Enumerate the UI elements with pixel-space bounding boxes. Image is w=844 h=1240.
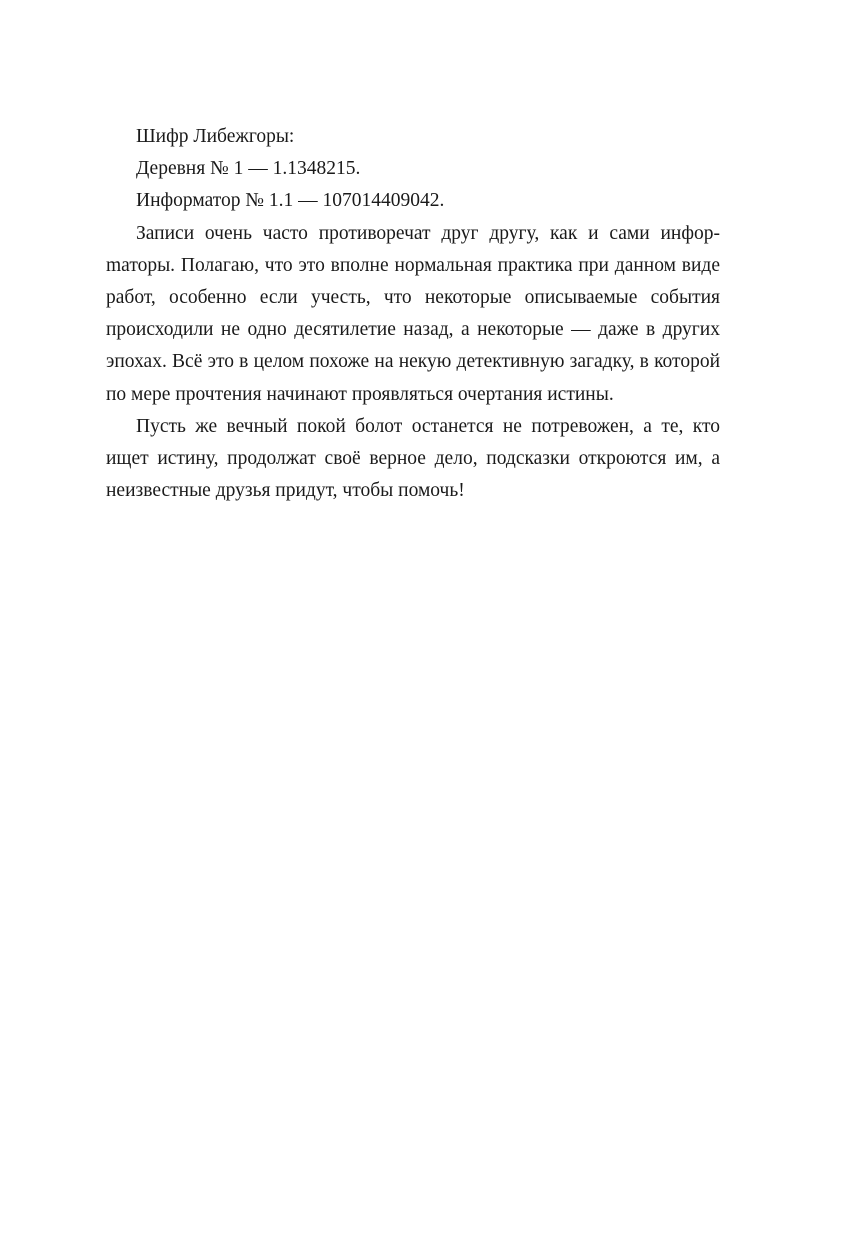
cipher-label: Шифр Либежгоры: <box>136 126 295 147</box>
paragraph-records: Записи очень часто противоречат друг другу, как и сами инфорmаторы. Полагаю, что это вполне нормальная практика при данном виде работ, особенно если учесть, что некоторые описываемые события происходили не одно десятилетие назад, а некоторые — даже в других эпохах. Всё это в целом похоже на некую детективную загадку, в которой по мере прочтения начинают проявляться очертания истины. <box>106 222 720 405</box>
village-code: Деревня № 1 — 1.1348215. <box>136 158 361 180</box>
body-text <box>106 121 720 507</box>
paragraph-closing: Пусть же вечный покой болот останется не потревожен, а те, кто ищет истину, продолжат своё верное дело, подсказки откроются им, а неизвестные друзья придут, чтобы помочь! <box>106 415 720 502</box>
informant-code: Информатор № 1.1 — 107014409042. <box>136 190 445 212</box>
